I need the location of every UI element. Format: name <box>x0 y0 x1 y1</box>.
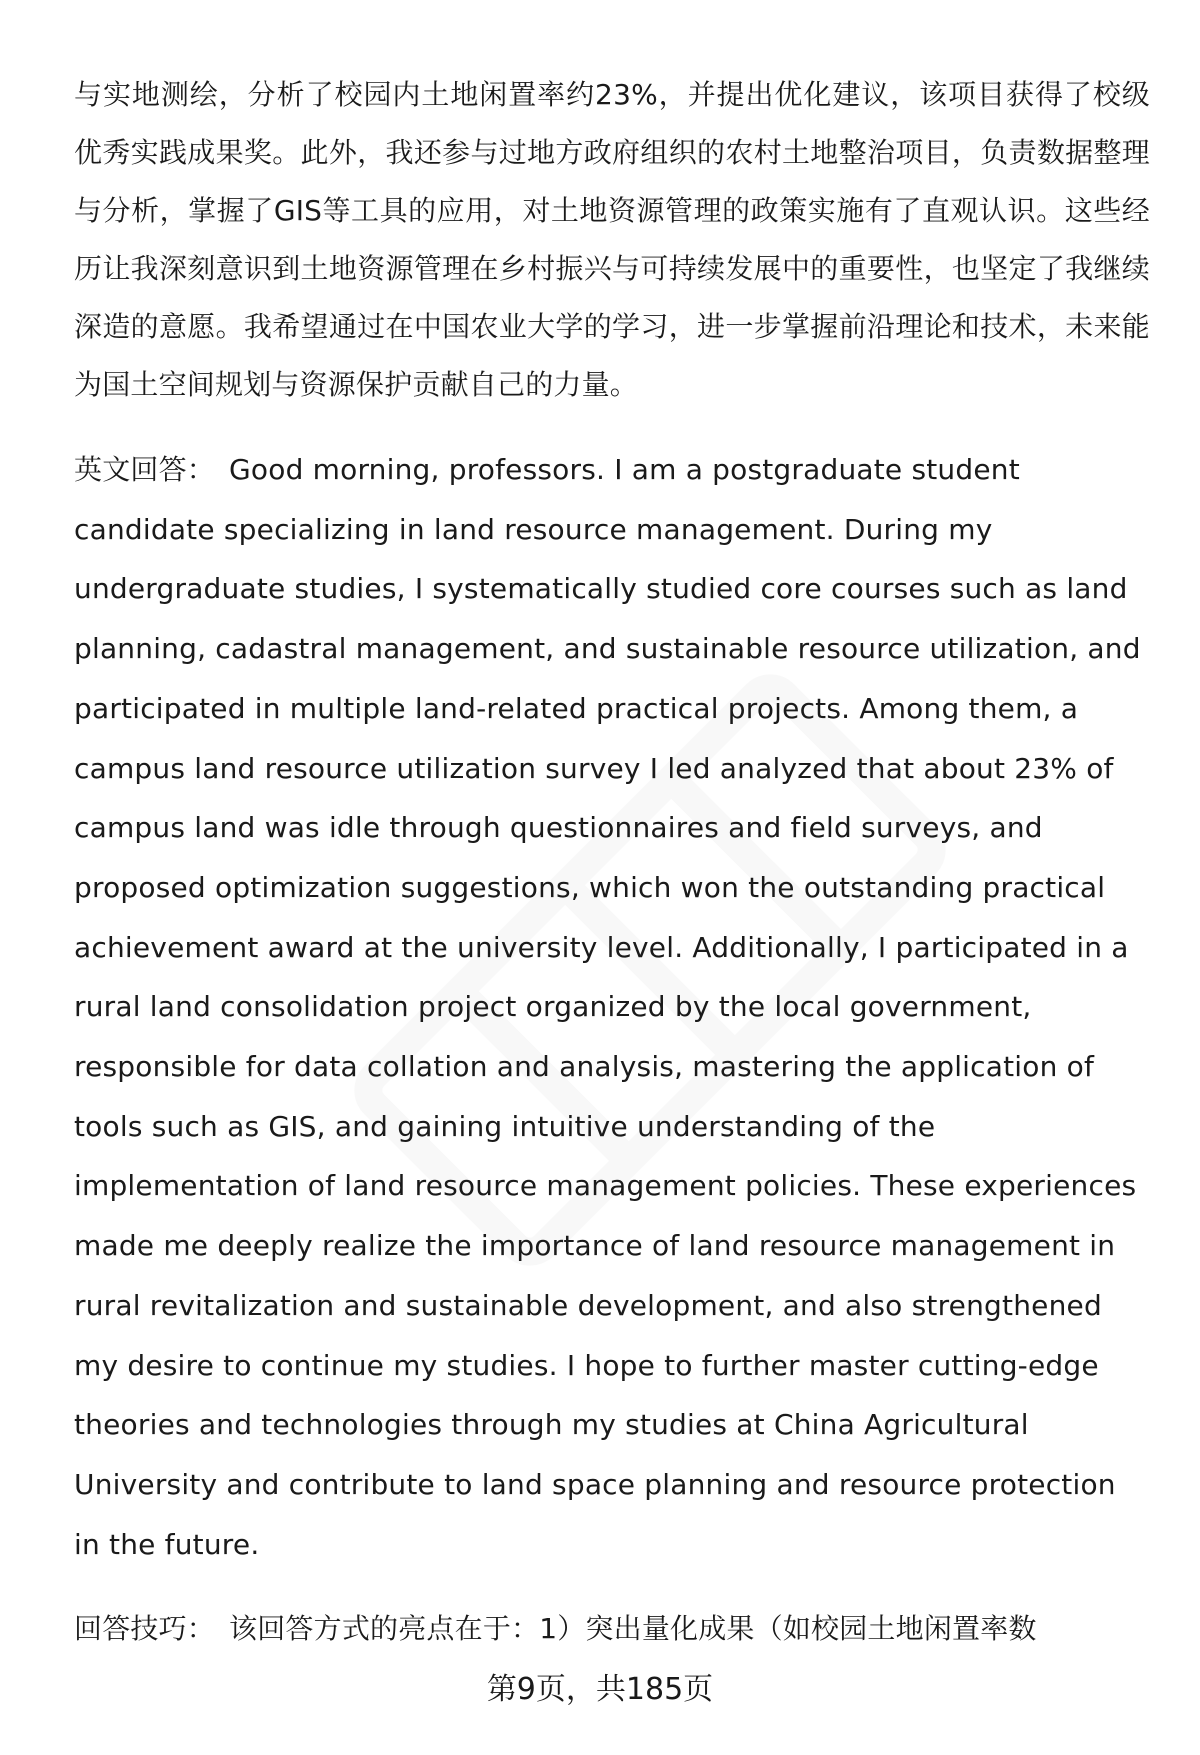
english-answer-label: 英文回答： <box>74 453 216 486</box>
english-answer-paragraph <box>74 440 1150 1574</box>
answer-tips-label: 回答技巧： <box>74 1612 216 1646</box>
page-number: 第9页，共185页 <box>486 1672 714 1707</box>
document-body <box>74 66 1150 1658</box>
answer-tips-paragraph <box>74 1600 1150 1658</box>
answer-tips-text: 该回答方式的亮点在于：1）突出量化成果（如校园土地闲置率数 <box>229 1612 1037 1646</box>
english-answer-text: Good morning, professors. I am a postgraduate student candidate specializing in land resource management. During my undergraduate studies, I systematically studied core courses such as land planning, cadastral management, and sustainable resource utilization, and participated in multiple land-related practical projects. Among them, a campus land resource utilization survey I led analyzed that about 23% of campus land was idle through questionnaires and field surveys, and proposed optimization suggestions, which won the outstanding practical achievement award at the university level. Additionally, I participated in a rural land consolidation project organized by the local government, responsible for data collation and analysis, mastering the application of tools such as GIS, and gaining intuitive understanding of the implementation of land resource management policies. These experiences made me deeply realize the importance of land resource management in rural revitalization and sustainable development, and also strengthened my desire to continue my studies. I hope to further master cutting-edge theories and technologies through my studies at China Agricultural University and contribute to land space planning and resource protection in the future. <box>74 453 1141 1561</box>
chinese-paragraph: 与实地测绘，分析了校园内土地闲置率约23%，并提出优化建议，该项目获得了校级优秀实践成果奖。此外，我还参与过地方政府组织的农村土地整治项目，负责数据整理与分析，掌握了GIS等工具的应用，对土地资源管理的政策实施有了直观认识。这些经历让我深刻意识到土地资源管理在乡村振兴与可持续发展中的重要性，也坚定了我继续深造的意愿。我希望通过在中国农业大学的学习，进一步掌握前沿理论和技术，未来能为国土空间规划与资源保护贡献自己的力量。 <box>74 78 1150 401</box>
